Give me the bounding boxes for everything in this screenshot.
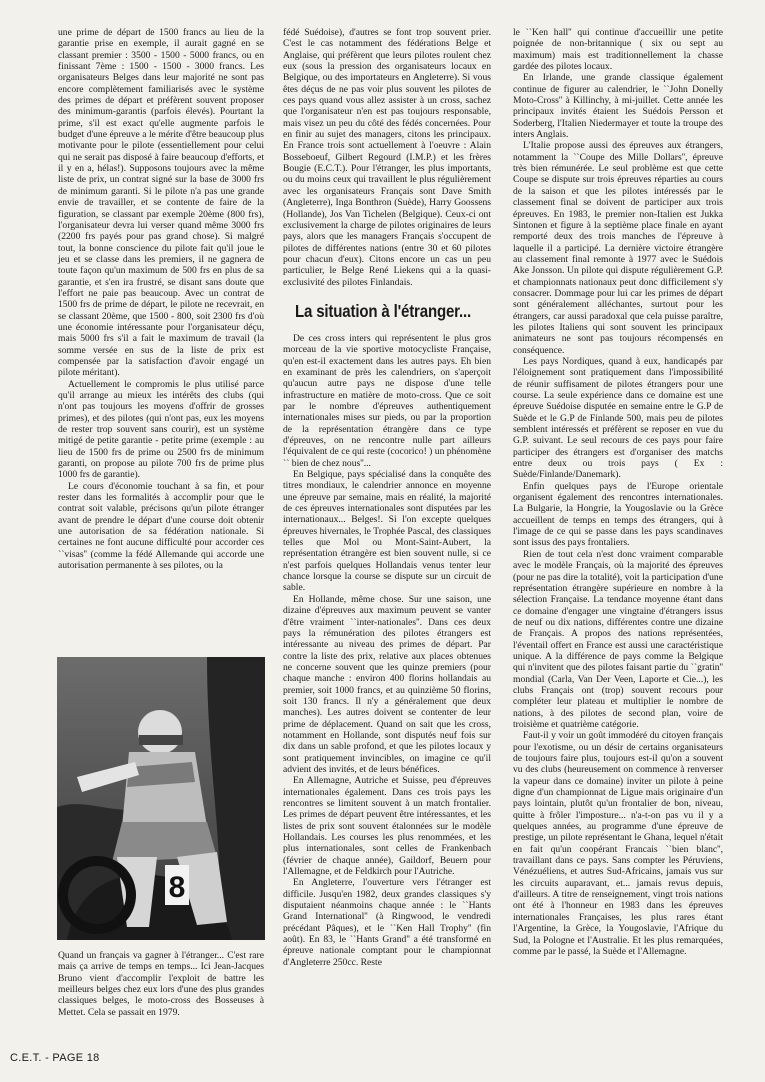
paragraph: En Belgique, pays spécialisé dans la conquête des titres mondiaux, le calendrier annonce en moyenne une épreuve par semaine, mais en réalité, la majorité de ces épreuves internationales sont disputées par les internationaux... Belges!. Si l'on excepte quelques épreuves hivernales, le Trophée Pascal, des classiques telles que Mol ou Mont-Saint-Aubert, la représentation étrangère est bien souvent nulle, si ce n'est parfois quelques Hollandais venus tenter leur chance lorsque la course se dispute sur un circuit de sable. (283, 469, 491, 594)
paragraph: En Irlande, une grande classique également continue de figurer au calendrier, le ``John Donelly Moto-Cross'' à Killinchy, à mi-juillet. Cette année les principaux invités étaient les Suédois Persson et Soderberg, l'Italien Niedermayer et toute la troupe des inters Anglais. (513, 72, 723, 141)
paragraph: Le cours d'économie touchant à sa fin, et pour rester dans les formalités à accomplir pour que le contrat soit valable, précisons qu'un pilote étranger avant de prendre le départ d'une course doit obtenir une autorisation de sa fédération nationale. Si certaines ne font aucune difficulté pour accorder ces ``visas'' (comme la fédé Allemande qui accorde une autorisation permanente à ses pilotes, ou la (58, 480, 264, 572)
paragraph: fédé Suédoise), d'autres se font trop souvent prier. C'est le cas notamment des fédérations Belge et Anglaise, qui préfèrent que leurs pilotes roulent chez eux (sous la pression des organisateurs locaux en Belgique, ou des importateurs en Angleterre). Si vous êtes déçus de ne pas voir plus souvent les pilotes de ces pays quand vous allez assister à un cross, sachez que l'organisateur n'en est pas toujours responsable, mais visez un peu du côté des fédés concernées. Pour en finir au sujet des managers, citons les principaux. En France trois sont actuellement à l'oeuvre : Alain Bosseboeuf, Gilbert Regourd (I.M.P.) et les frères Bougie (E.C.T.). Pour l'étranger, les plus importants, ou du moins ceux qui travaillent le plus régulièrement avec les organisateurs Français sont Dave Smith (Angleterre), Inga Bonthron (Suède), Harry Goossens (Hollande), Jos Van Tichelen (Belgique). Ceux-ci ont exclusivement la charge de pilotes originaires de leurs pays, alors que les managers Français s'occupent de pilotes de différentes nations (entre 30 et 60 pilotes pour chacun d'eux). Citons encore un cas un peu particulier, le Belge René Liekens qui a la quasi-exclusivité des pilotes Finlandais. (283, 27, 491, 288)
paragraph: De ces cross inters qui représentent le plus gros morceau de la vie sportive motocycliste Française, qu'en est-il exactement dans les autres pays. Eh bien en examinant de près les calendriers, on s'aperçoit qu'aucun autre pays ne dispose d'une telle infrastructure en matière de moto-cross. Que ce soit par le nombre d'épreuves authentiquement internationales mises sur pieds, ou par la proportion de la représentation étrangère dans ce type d'épreuves, on ne rencontre nulle part ailleurs l'équivalent de ce qui reste (cocorico! ) un phénomène `` bien de chez nous''... (283, 332, 491, 469)
paragraph: En Allemagne, Autriche et Suisse, peu d'épreuves internationales également. Dans ces trois pays les rencontres se limitent souvent à un match frontalier. Les primes de départ peuvent être intéressantes, et les listes de prix sont souvent étalonnées sur le modèle Hollandais. Les courses les plus renommées, et les plus internationales, sont celles de Frankenbach (février de chaque année), Gaildorf, Beuern pour l'Allemagne, et de Feldkirch pour l'Autriche. (283, 775, 491, 878)
motocross-photo (57, 657, 265, 940)
paragraph: le ``Ken hall'' qui continue d'accueillir une petite poignée de non-britannique ( six ou sept au maximum) mais est traditionnellement la chasse gardée des pilotes locaux. (513, 27, 723, 73)
paragraph: Rien de tout cela n'est donc vraiment comparable avec le modèle Français, où la majorité des épreuves (pour ne pas dire la totalité), voit la participation d'une représentation étrangère supérieure en nombre à la sélection Française. La tendance moyenne étant dans ce domaine d'engager une vingtaine d'étrangers issus de neuf ou dix nations, différentes contre une dizaine de Français. A propos des nations représentées, l'éventail offert en France est aussi une caractéristique unique. A la différence de pays comme la Belgique qui n'invitent que des pilotes faisant partie du ``gratin'' mondial (Carla, Van Der Veen, Laporte et Cie...), les clubs Français ont (trop) souvent recours pour compléter leur plateau et multiplier le nombre de nations, à des pilotes de second plan, voire de troisième et quatrième catégorie. (513, 548, 723, 730)
paragraph: Faut-il y voir un goût immodéré du citoyen français pour l'exotisme, ou un désir de certains organisateurs de toujours faire plus, toujours est-il qu'on a souvent vu des clubs (heureusement on commence à renverser la vapeur dans ce domaine) inviter un pilote à peine digne d'un championnat de Ligue mais originaire d'un pays lointain, plutôt qu'un frontalier de bon, niveau, quitte à frôler l'imposture... n'a-t-on pas vu il y a quelques années, au programme d'une épreuve de prestige, un pilote représentant le Ghana, lequel n'était en fait qu'un coopérant Francais ``bien blanc'', travaillant dans ce pays. Sans compter les Péruviens, Vénézuéliens, et autres Sud-Africains, jamais vus sur les circuits auparavant, et... jamais revus depuis, d'ailleurs. A titre de renseignement, vingt trois nations ont été à l'honneur en 1983 dans les épreuves internationales Françaises, les plus rares étant l'Argentine, la Grèce, la Yougoslavie, l'Afrique du Sud, la Pologne et l'Australie. Et les plus remarquées, comme par le passé, la Suède et l'Allemagne. (513, 730, 723, 957)
paragraph: En Hollande, même chose. Sur une saison, une dizaine d'épreuves aux maximum peuvent se vanter d'être vraiment ``inter-nationales''. Dans ces deux pays la rémunération des pilotes étrangers est intéressante au niveau des primes de départ. Par contre la liste des prix, relative aux places obtenues ne concerne souvent que les quinze premiers (pour chaque manche : environ 400 florins hollandais au premier, soit 1000 francs, et au quinzième 50 florins, soit 130 francs. Il n'y a généralement que deux manches). Les autres doivent se contenter de leur prime de déplacement. Quand on sait que les cross, notamment en Hollande, sont disputés neuf fois sur dix dans un sable profond, et que les pilotes locaux y sont pratiquement invincibles, on imagine ce qu'il advient des invités, et de leurs bénéfices. (283, 593, 491, 775)
column-left (58, 27, 264, 647)
paragraph: L'Italie propose aussi des épreuves aux étrangers, notamment la ``Coupe des Mille Dollars'', épreuve très bien rémunérée. Le seul problème est que cette Coupe se dispute sur trois épreuves réparties au cours de la saison et que les pilotes intéressés par le classement final se doivent de participer aux trois épreuves. En 1983, le premier non-Italien est Jukka Sintonen et figure à la septième place finale en ayant remporté deux des trois manches de l'épreuve à laquelle il a participé. La dernière victoire étrangère au classement final remonte à 1977 avec le Suédois Ake Jonsson. Un pilote qui dispute régulièrement G.P. et championnats nationaux peut donc difficilement s'y consacrer. Dommage pour lui car les primes de départ sont généralement alléchantes, surtout pour les étrangers, car aussi paradoxal que cela puisse paraître, les pilotes Italiens qui sont souvent les principaux animateurs ne sont pas toujours récompensés en conséquence. (513, 140, 723, 356)
page-footer: C.E.T. - PAGE 18 (10, 1052, 100, 1064)
caption-text: Quand un français va gagner à l'étranger... C'est rare mais ça arrive de temps en temps... Ici Jean-Jacques Bruno vient d'accomplir l'exploit de battre les meilleurs belges chez eux lors d'une des plus grandes classiques belges, le moto-cross des Bosseuses à Mettet. Cela se passait en 1979. (58, 950, 264, 1018)
photo-caption (58, 950, 264, 1018)
paragraph: une prime de départ de 1500 francs au lieu de la garantie prise en exemple, il aurait gagné en se classant premier : 3500 - 1500 - 5000 francs, ou en finissant 7ème : 1500 - 1500 - 3000 francs. Les organisateurs Belges dans leur majorité ne sont pas encore complètement familiarisés avec le système des primes de départ et préfèrent souvent proposer des minimum-garantis (parfois élevés). Pourtant la prime, s'il est exact qu'elle augmente parfois le budget d'une épreuve a le mérite d'être beaucoup plus motivante pour le pilote (essentiellement pour celui qui ne serait pas disposé à faire beaucoup d'efforts, et il y en a, hélas!). Supposons toujours avec la même liste de prix, un contrat signé sur la base de 3000 frs de minimum garanti. Si le pilote n'a pas une grande envie de travailler, et se contente de faire de la figuration, se classant par exemple 20ème (800 frs), l'organisateur devra lui verser quand même 3000 frs (2200 frs payés pour pas grand chose). Si malgré tout, la bonne conscience du pilote fait qu'il joue le jeu et se classe dans les premiers, il ne gagnera de toute façon qu'un maximum de 500 frs en plus de sa garantie, et s'en ira frustré, se disant sans doute que l'effort ne paie pas beaucoup. Avec un contrat de 1500 frs de prime de départ, le pilote ne recevrait, en se classant 20ème, que 1500 - 800, soit 2300 frs d'où une économie intéressante pour l'organisateur déçu, mais 5000 frs s'il a fait le maximum de travail (la somme versée en sus de la liste de prix est compensée par la satisfaction d'avoir engagé un pilote méritant). (58, 27, 264, 379)
paragraph: Actuellement le compromis le plus utilisé parce qu'il arrange au mieux les intérêts des clubs (qui n'ont pas toujours les moyens d'offrir de grosses primes), et des pilotes (qui n'ont pas, eux les moyens de rester trop souvent sans courir), est un système mitigé de petite garantie - petite prime (exemple : au lieu de 1500 frs de prime ou 2500 frs de minimum garanti, on propose au pilote 700 frs de prime plus 1000 frs de garantie). (58, 378, 264, 481)
paragraph: Les pays Nordiques, quand à eux, handicapés par l'éloignement sont pratiquement dans l'impossibilité de réunir suffisament de pilotes étrangers pour une course. La seule expérience dans ce domaine est une épreuve Suédoise disputée en semaine entre le G.P de Suède et le G.P de Finlande 500, mais peu de pilotes semblent intéressés et préfèrent se reposer en vue du G.P. suivant. Le seul recours de ces pays pour faire participer des étrangers est d'organiser des matchs entre deux ou trois pays ( Ex : Suède/Finlande/Danemark). (513, 355, 723, 481)
paragraph: En Angleterre, l'ouverture vers l'étranger est difficile. Jusqu'en 1982, deux grandes classiques s'y disputaient néanmoins chaque année : le ``Hants Grand International'' (à Ringwood, le vendredi précédant Pâques), et le ``Ken Hall Trophy'' (fin août). En 83, le ``Hants Grand'' a été transformé en épreuve nationale comptant pour le championnat d'Angleterre 250cc. Reste (283, 877, 491, 968)
paragraph: Enfin quelques pays de l'Europe orientale organisent également des rencontres internationales. La Bulgarie, la Hongrie, la Yougoslavie ou la Grèce accueillent de temps en temps des étrangers, qui à l'image de ce qui se passe dans les pays scandinaves sont issus des pays frontaliers. (513, 480, 723, 549)
column-right (513, 27, 723, 1062)
section-heading: La situation à l'étranger... (295, 300, 472, 321)
motocross-rider-illustration (57, 657, 265, 940)
bib-number: 8 (168, 871, 186, 904)
column-middle (283, 27, 491, 1062)
